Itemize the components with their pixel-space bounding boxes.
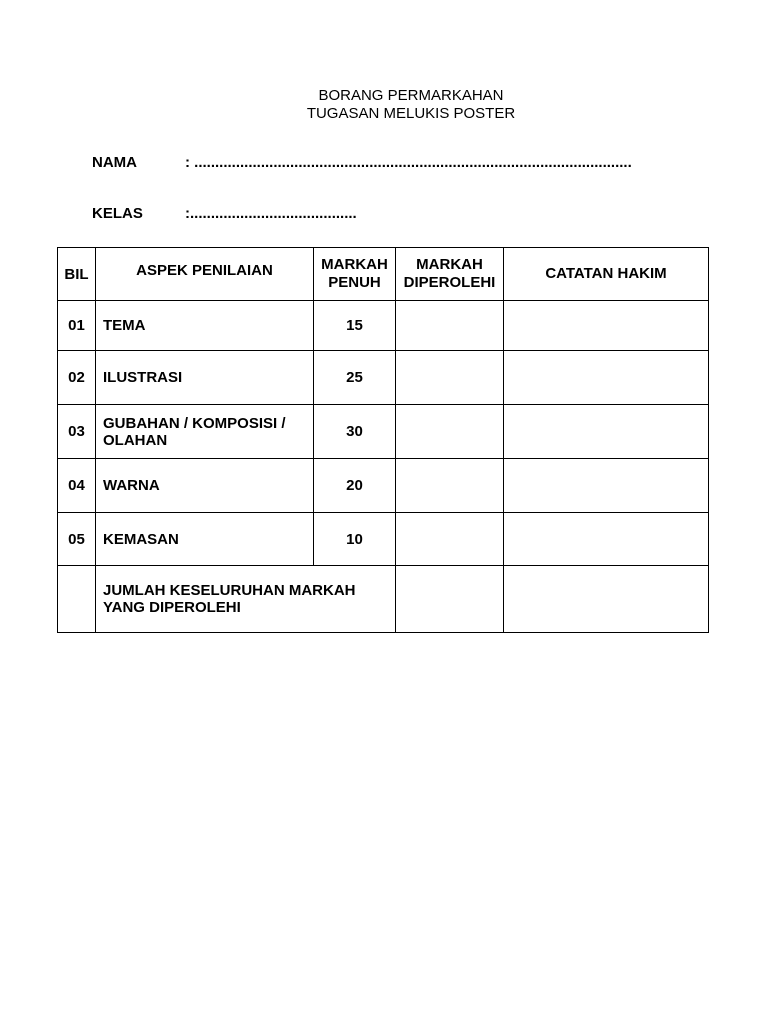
row-aspek: KEMASAN — [96, 513, 314, 566]
table-row — [58, 405, 709, 459]
nama-label: NAMA — [92, 154, 137, 171]
row-markah-penuh: 30 — [314, 405, 396, 459]
total-catatan-cell[interactable] — [504, 566, 709, 633]
col-header-aspek: ASPEK PENILAIAN — [96, 248, 314, 301]
total-label: JUMLAH KESELURUHAN MARKAH YANG DIPEROLEHI — [96, 566, 396, 633]
row-aspek: TEMA — [96, 301, 314, 351]
row-bil: 04 — [58, 459, 96, 513]
total-markah-diperolehi-cell[interactable] — [396, 566, 504, 633]
table-row — [58, 513, 709, 566]
col-header-markah-diperolehi: MARKAH DIPEROLEHI — [396, 248, 504, 301]
col-header-markah-penuh: MARKAH PENUH — [314, 248, 396, 301]
table-row — [58, 351, 709, 405]
total-bil-cell — [58, 566, 96, 633]
table-header-row — [58, 248, 709, 301]
col-header-bil: BIL — [58, 248, 96, 301]
row-aspek: ILUSTRASI — [96, 351, 314, 405]
row-markah-penuh: 25 — [314, 351, 396, 405]
row-markah-penuh: 10 — [314, 513, 396, 566]
row-markah-diperolehi-cell[interactable] — [396, 513, 504, 566]
form-title: BORANG PERMARKAHAN — [318, 87, 504, 104]
table-row — [58, 459, 709, 513]
row-markah-diperolehi-cell[interactable] — [396, 301, 504, 351]
row-markah-diperolehi-cell[interactable] — [396, 351, 504, 405]
kelas-label: KELAS — [92, 205, 143, 222]
row-bil: 01 — [58, 301, 96, 351]
table-row — [58, 301, 709, 351]
row-markah-diperolehi-cell[interactable] — [396, 405, 504, 459]
row-catatan-cell[interactable] — [504, 351, 709, 405]
total-row — [58, 566, 709, 633]
row-bil: 02 — [58, 351, 96, 405]
row-catatan-cell[interactable] — [504, 405, 709, 459]
row-aspek: WARNA — [96, 459, 314, 513]
row-markah-penuh: 20 — [314, 459, 396, 513]
kelas-field[interactable]: :........................................ — [185, 205, 357, 222]
row-bil: 05 — [58, 513, 96, 566]
row-catatan-cell[interactable] — [504, 513, 709, 566]
row-catatan-cell[interactable] — [504, 459, 709, 513]
row-markah-penuh: 15 — [314, 301, 396, 351]
col-header-catatan: CATATAN HAKIM — [504, 248, 709, 301]
row-catatan-cell[interactable] — [504, 301, 709, 351]
marks-table — [57, 247, 709, 633]
row-bil: 03 — [58, 405, 96, 459]
nama-field[interactable]: : ......................................................................................................... — [185, 154, 632, 171]
form-subtitle: TUGASAN MELUKIS POSTER — [306, 105, 516, 122]
row-markah-diperolehi-cell[interactable] — [396, 459, 504, 513]
row-aspek: GUBAHAN / KOMPOSISI / OLAHAN — [96, 405, 314, 459]
